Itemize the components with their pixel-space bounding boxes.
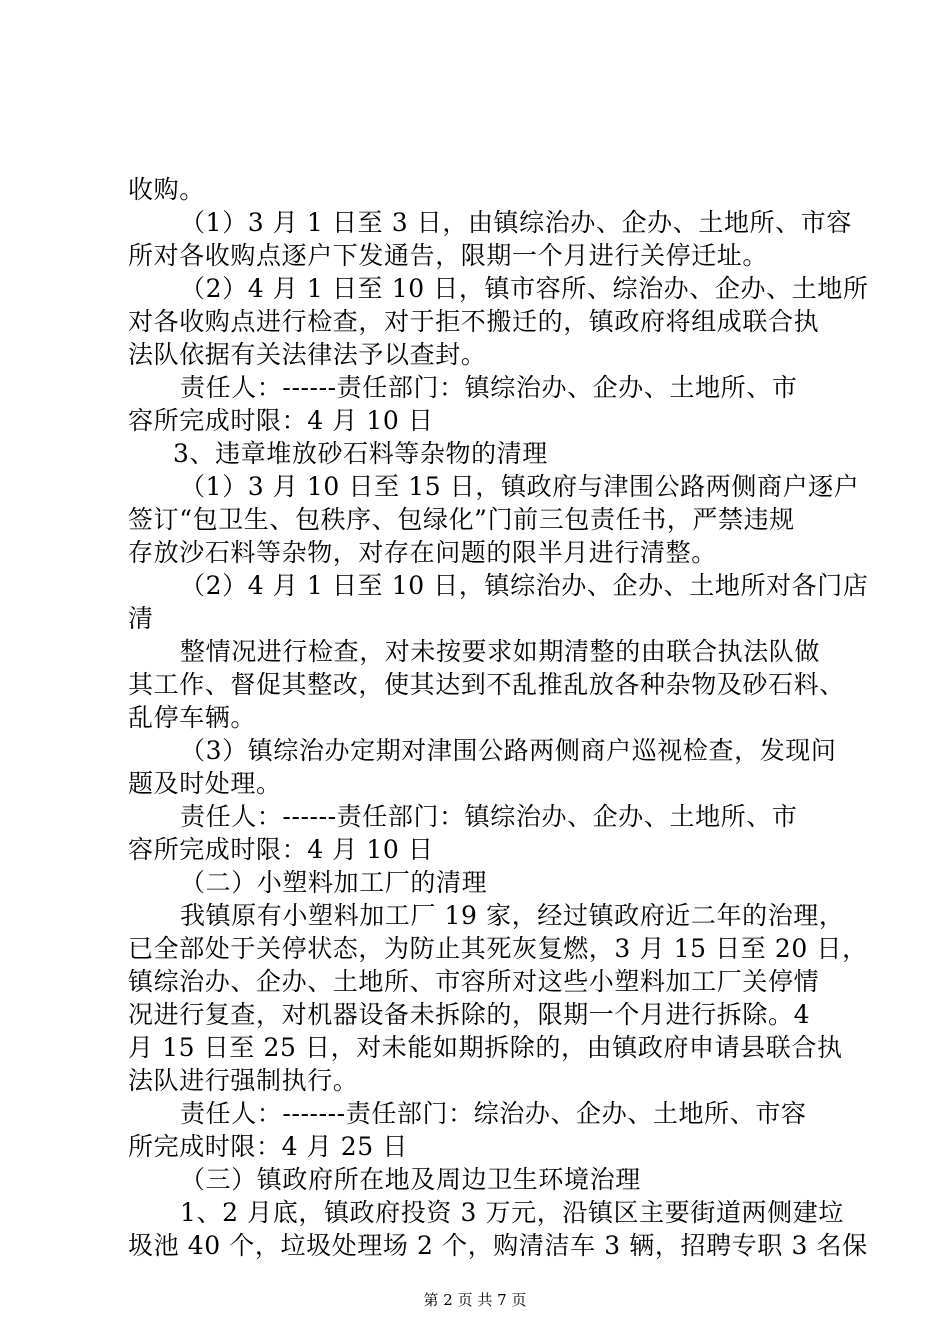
text-line: 责任人：------责任部门：镇综治办、企办、土地所、市 xyxy=(180,802,798,831)
section-heading: （三）镇政府所在地及周边卫生环境治理 xyxy=(180,1165,641,1194)
text-line: 存放沙石料等杂物，对存在问题的限半月进行清整。 xyxy=(128,538,717,567)
section-heading: 3、违章堆放砂石料等杂物的清理 xyxy=(173,439,548,468)
text-line: 镇综治办、企办、土地所、市容所对这些小塑料加工厂关停情 xyxy=(128,967,820,996)
text-line: 收购。 xyxy=(128,175,205,204)
text-line: 乱停车辆。 xyxy=(128,703,257,732)
text-line: （1）3 月 1 日至 3 日，由镇综治办、企办、土地所、市容 xyxy=(180,208,852,237)
text-line: 况进行复查，对机器设备未拆除的，限期一个月进行拆除。4 xyxy=(128,1000,811,1029)
text-line: 容所完成时限：4 月 10 日 xyxy=(128,406,434,435)
text-line: （2）4 月 1 日至 10 日，镇市容所、综治办、企办、土地所 xyxy=(180,274,869,303)
text-line: 法队依据有关法律法予以查封。 xyxy=(128,340,487,369)
text-line: 题及时处理。 xyxy=(128,769,282,798)
text-line: 1、2 月底，镇政府投资 3 万元，沿镇区主要街道两侧建垃 xyxy=(180,1198,844,1227)
page-footer: 第 2 页 共 7 页 xyxy=(423,1291,527,1309)
text-line: 已全部处于关停状态，为防止其死灰复燃，3 月 15 日至 20 日， xyxy=(128,934,868,963)
text-line: 所完成时限：4 月 25 日 xyxy=(128,1132,408,1161)
text-line: 法队进行强制执行。 xyxy=(128,1066,359,1095)
text-line: 清 xyxy=(128,604,154,633)
text-line: 整情况进行检查，对未按要求如期清整的由联合执法队做 xyxy=(180,637,821,666)
text-line: 签订“包卫生、包秩序、包绿化”门前三包责任书，严禁违规 xyxy=(128,505,795,534)
text-line: （3）镇综治办定期对津围公路两侧商户巡视检查，发现问 xyxy=(180,736,837,765)
text-line: 责任人：-------责任部门：综治办、企办、土地所、市容 xyxy=(180,1099,807,1128)
text-line: 责任人：------责任部门：镇综治办、企办、土地所、市 xyxy=(180,373,798,402)
text-line: （1）3 月 10 日至 15 日，镇政府与津围公路两侧商户逐户 xyxy=(180,472,860,501)
text-line: （2）4 月 1 日至 10 日，镇综治办、企办、土地所对各门店 xyxy=(180,571,869,600)
text-line: 所对各收购点逐户下发通告，限期一个月进行关停迁址。 xyxy=(128,241,769,270)
text-line: 对各收购点进行检查，对于拒不搬迁的，镇政府将组成联合执 xyxy=(128,307,820,336)
text-line: 月 15 日至 25 日，对未能如期拆除的，由镇政府申请县联合执 xyxy=(128,1033,843,1062)
section-heading: （二）小塑料加工厂的清理 xyxy=(180,868,488,897)
text-line: 其工作、督促其整改，使其达到不乱推乱放各种杂物及砂石料、 xyxy=(128,670,845,699)
text-line: 容所完成时限：4 月 10 日 xyxy=(128,835,434,864)
text-line: 圾池 40 个，垃圾处理场 2 个，购清洁车 3 辆，招聘专职 3 名保 xyxy=(128,1231,868,1260)
text-line: 我镇原有小塑料加工厂 19 家，经过镇政府近二年的治理， xyxy=(180,901,845,930)
